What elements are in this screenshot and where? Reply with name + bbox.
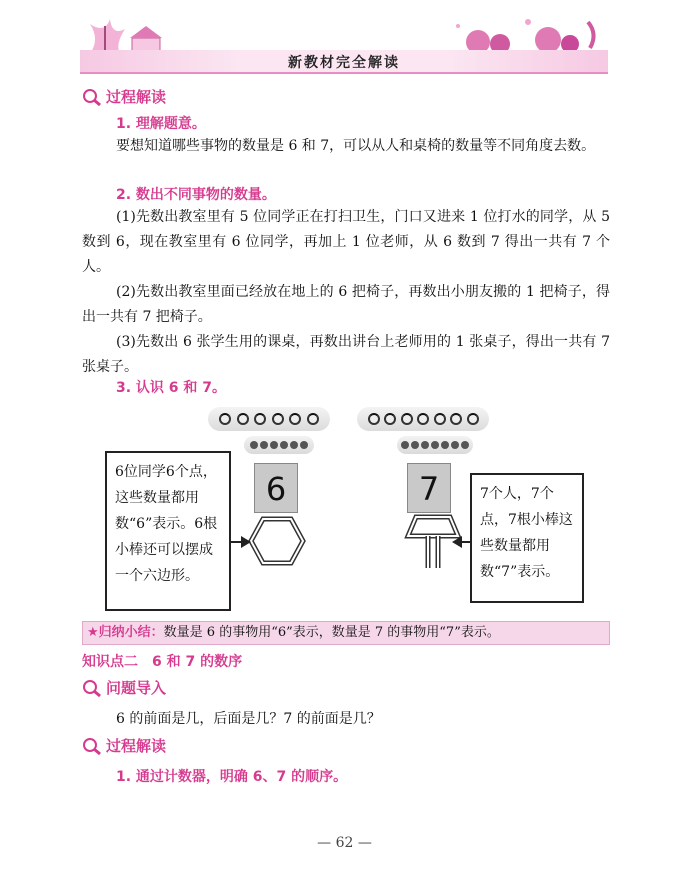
child-face-icon xyxy=(401,413,413,425)
step-1-title: 1. 理解题意。 xyxy=(116,116,206,132)
paragraph-2: (1)先数出教室里有 5 位同学正在打扫卫生，门口又进来 1 位打水的同学，从 5 数到 6，现在教室里有 6 位同学，再加上 1 位老师，从 6 数到 7 得出一共有 7 个人。 xyxy=(82,209,610,275)
child-face-icon xyxy=(384,413,396,425)
dot xyxy=(461,441,469,449)
child-face-icon xyxy=(450,413,462,425)
section-heading-text: 问题导入 xyxy=(106,679,167,697)
dot xyxy=(290,441,298,449)
arrow-left-icon xyxy=(452,536,462,548)
section-heading-text: 过程解读 xyxy=(106,737,167,755)
child-face-icon xyxy=(289,413,301,425)
six-people-panel xyxy=(208,407,330,431)
dot xyxy=(411,441,419,449)
arrow-right-icon xyxy=(241,536,251,548)
hexagon-sticks-icon xyxy=(248,516,306,566)
paragraph-4: (3)先数出 6 张学生用的课桌，再数出讲台上老师用的 1 张桌子，得出一共有 7 张桌子。 xyxy=(82,334,610,375)
question-text: 6 的前面是几，后面是几？7 的前面是几？ xyxy=(116,711,381,727)
section-heading-question xyxy=(82,677,166,698)
dot xyxy=(260,441,268,449)
summary-text: 数量是 6 的事物用“6”表示，数量是 7 的事物用“7”表示。 xyxy=(163,625,500,640)
step-2-title: 2. 数出不同事物的数量。 xyxy=(116,187,276,203)
child-face-icon xyxy=(467,413,479,425)
dot xyxy=(300,441,308,449)
page-header xyxy=(80,14,608,76)
teacher-face-icon xyxy=(368,413,380,425)
step-3-title: 3. 认识 6 和 7。 xyxy=(116,380,227,396)
seven-dots-panel xyxy=(397,436,473,454)
child-face-icon xyxy=(237,413,249,425)
child-face-icon xyxy=(272,413,284,425)
dot xyxy=(250,441,258,449)
child-face-icon xyxy=(434,413,446,425)
paragraph-1: 要想知道哪些事物的数量是 6 和 7，可以从人和桌椅的数量等不同角度去数。 xyxy=(116,138,596,154)
summary-band xyxy=(82,621,610,645)
dot xyxy=(451,441,459,449)
six-explanation-box: 6位同学6个点，这些数量都用数“6”表示。6根小棒还可以摆成一个六边形。 xyxy=(105,451,231,611)
magnifier-icon xyxy=(82,737,102,755)
dot xyxy=(441,441,449,449)
tree-house-decoration-icon xyxy=(80,14,180,54)
section-heading-process-2 xyxy=(82,735,166,756)
flowers-decoration-icon xyxy=(438,14,608,54)
dot xyxy=(270,441,278,449)
child-face-icon xyxy=(219,413,231,425)
child-face-icon xyxy=(417,413,429,425)
dot xyxy=(280,441,288,449)
dot xyxy=(421,441,429,449)
page-number: — 62 — xyxy=(317,835,372,851)
knowledge-point-title: 知识点二 6 和 7 的数序 xyxy=(82,654,243,670)
section-heading-text: 过程解读 xyxy=(106,88,167,106)
seven-explanation-box: 7个人，7个点，7根小棒这些数量都用数“7”表示。 xyxy=(470,473,584,603)
seven-people-panel xyxy=(357,407,489,431)
dot xyxy=(431,441,439,449)
magnifier-icon xyxy=(82,88,102,106)
child-face-icon xyxy=(307,413,319,425)
summary-label: ★归纳小结： xyxy=(87,625,164,640)
magnifier-icon xyxy=(82,679,102,697)
digit-six-card: 6 xyxy=(254,463,298,513)
six-dots-panel xyxy=(244,436,314,454)
digit-seven-card: 7 xyxy=(407,463,451,513)
child-face-icon xyxy=(254,413,266,425)
step-1-title-2: 1. 通过计数器，明确 6、7 的顺序。 xyxy=(116,769,348,785)
paragraph-3: (2)先数出教室里面已经放在地上的 6 把椅子，再数出小朋友搬的 1 把椅子，得出一共有 7 把椅子。 xyxy=(82,284,610,325)
dot xyxy=(401,441,409,449)
section-heading-process xyxy=(82,86,166,107)
header-title: 新教材完全解读 xyxy=(288,55,400,71)
